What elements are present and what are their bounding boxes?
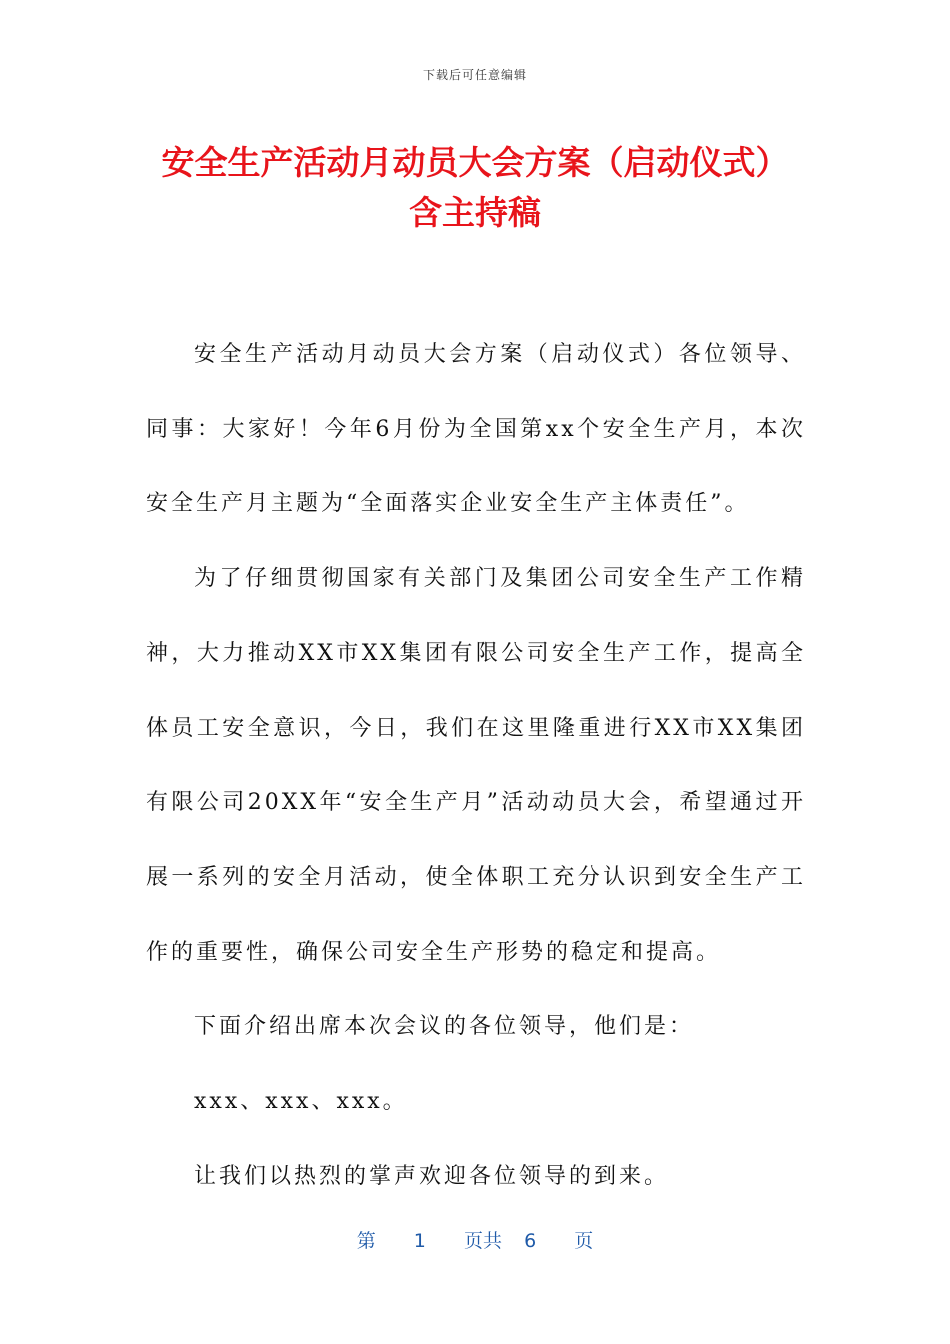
header-note: 下载后可任意编辑	[422, 68, 527, 82]
page-footer	[0, 1226, 950, 1253]
paragraph-opening: 安全生产活动月动员大会方案（启动仪式）各位领导、同事：大家好！今年6月份为全国第xx个安全生产月，本次安全生产月主题为“全面落实企业安全生产主体责任”。	[146, 342, 806, 517]
page-current: 1	[413, 1230, 426, 1252]
document-body	[146, 318, 806, 1214]
document-title	[100, 138, 850, 238]
page-label-prefix: 第	[356, 1230, 376, 1252]
page-label-suffix: 页	[574, 1230, 594, 1252]
document-title-line-1: 安全生产活动月动员大会方案（启动仪式）	[161, 143, 789, 182]
document-title-line-2: 含主持稿	[409, 193, 541, 232]
page-total: 6	[524, 1230, 537, 1252]
paragraph-welcome: 让我们以热烈的掌声欢迎各位领导的到来。	[194, 1163, 670, 1189]
paragraph-purpose: 为了仔细贯彻国家有关部门及集团公司安全生产工作精神，大力推动XX市XX集团有限公司安全生产工作，提高全体员工安全意识，今日，我们在这里隆重进行XX市XX集团有限公司20XX年“安全生产月”活动动员大会，希望通过开展一系列的安全月活动，使全体职工充分认识到安全生产工作的重要性，确保公司安全生产形势的稳定和提高。	[146, 566, 806, 965]
paragraph-leaders: xxx、xxx、xxx。	[194, 1089, 408, 1115]
paragraph-introduction: 下面介绍出席本次会议的各位领导，他们是：	[194, 1014, 695, 1040]
page-label-mid: 页共	[463, 1230, 502, 1252]
